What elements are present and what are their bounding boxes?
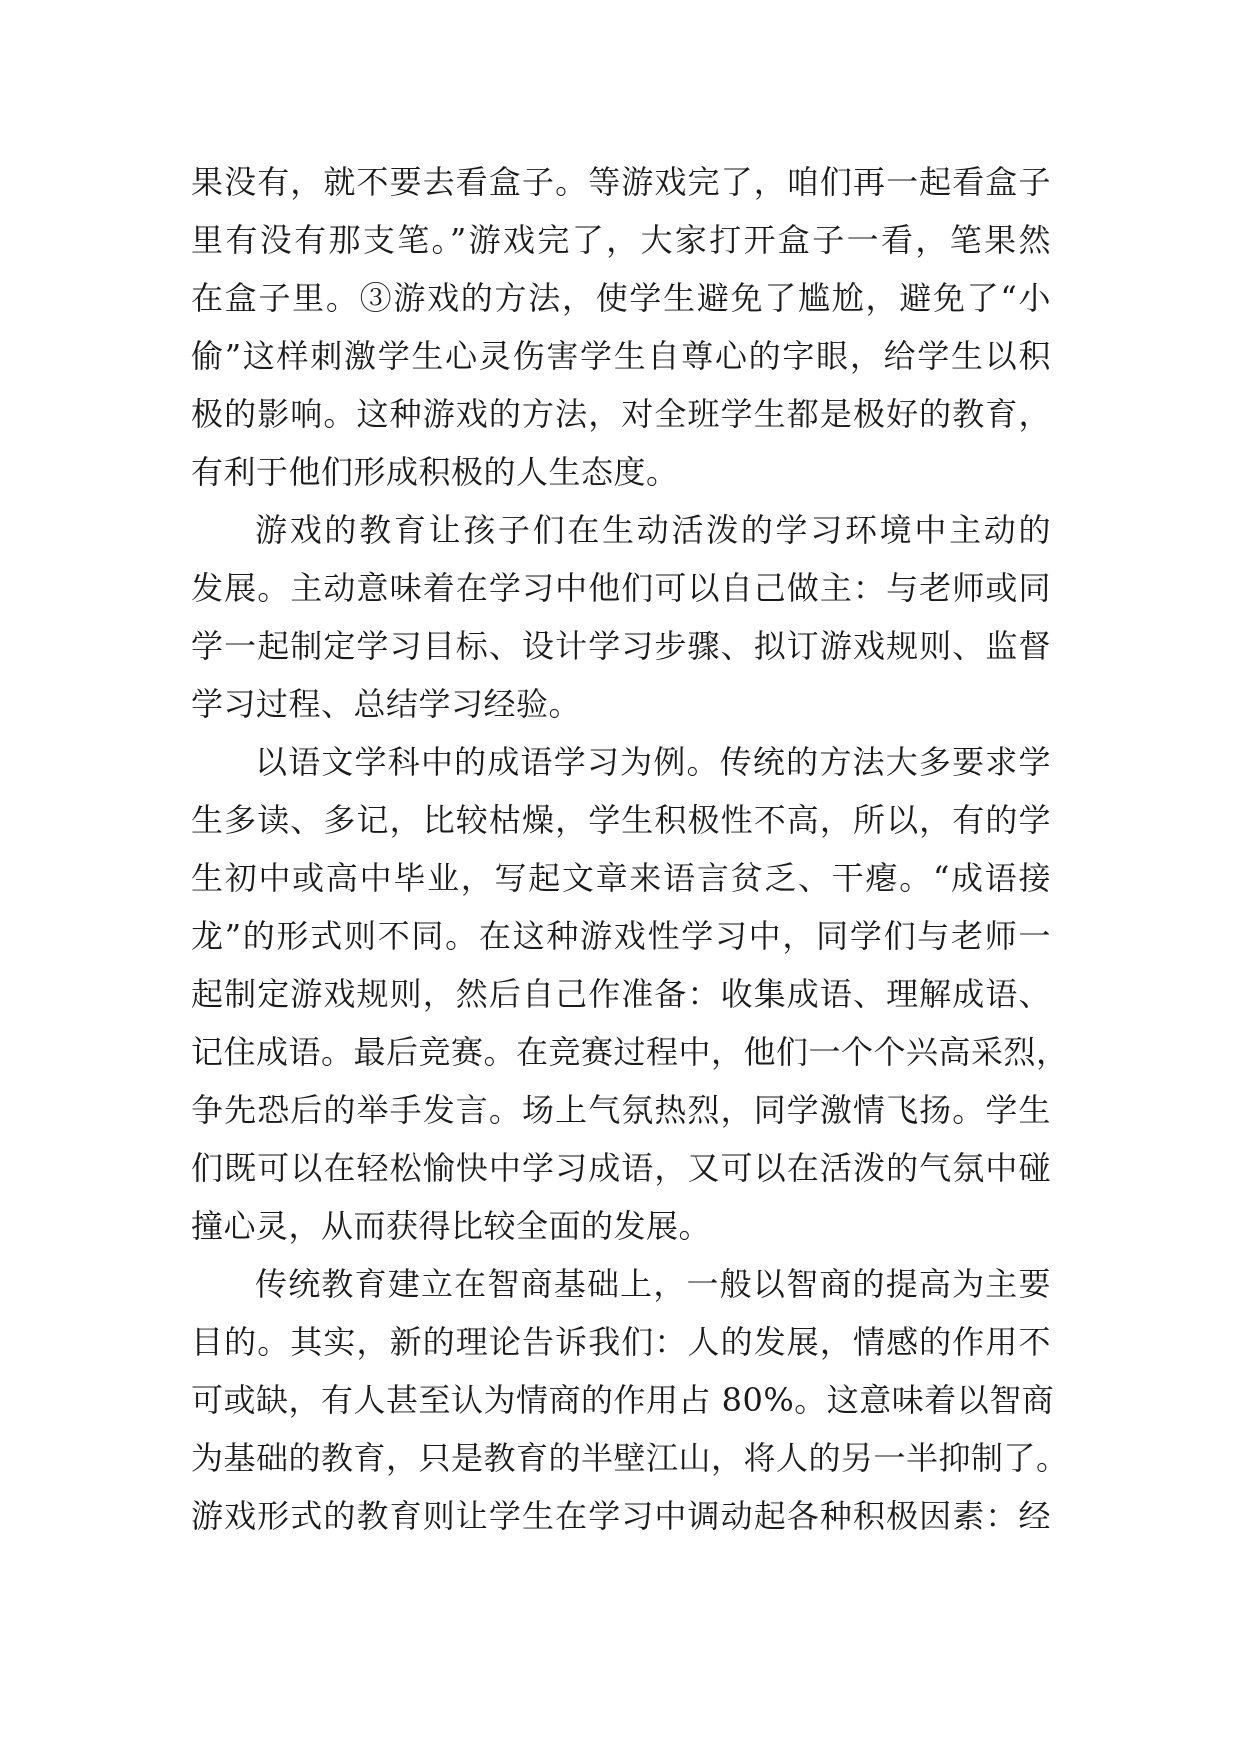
text-line: 游戏形式的教育则让学生在学习中调动起各种积极因素：经 [191,1497,1051,1535]
text-line: 龙”的形式则不同。在这种游戏性学习中，同学们与老师一 [191,917,1051,955]
text-line: 有利于他们形成积极的人生态度。 [191,453,679,491]
text-line: 偷”这样刺激学生心灵伤害学生自尊心的字眼，给学生以积 [191,337,1051,375]
text-line: 以语文学科中的成语学习为例。传统的方法大多要求学 [255,743,1051,781]
paragraph-4 [191,1255,1069,1545]
document-body [191,153,1069,1545]
text-line: 目的。其实，新的理论告诉我们：人的发展，情感的作用不 [191,1323,1051,1361]
text-line: 争先恐后的举手发言。场上气氛热烈，同学激情飞扬。学生 [191,1091,1051,1129]
text-line: 生多读、多记，比较枯燥，学生积极性不高，所以，有的学 [191,801,1051,839]
text-line: 起制定游戏规则，然后自己作准备：收集成语、理解成语、 [191,975,1051,1013]
text-line: 游戏的教育让孩子们在生动活泼的学习环境中主动的 [255,511,1051,549]
paragraph-2 [191,501,1051,733]
text-line: 为基础的教育，只是教育的半壁江山，将人的另一半抑制了。 [191,1439,1069,1477]
paragraph-3 [191,733,1069,1255]
text-line: 在盒子里。③游戏的方法，使学生避免了尴尬，避免了“小 [191,279,1051,317]
text-line: 里有没有那支笔。”游戏完了，大家打开盒子一看，笔果然 [191,221,1051,259]
text-line: 可或缺，有人甚至认为情商的作用占 80%。这意味着以智商 [191,1381,1055,1419]
paragraph-1 [191,153,1051,501]
text-line: 记住成语。最后竞赛。在竞赛过程中，他们一个个兴高采烈， [191,1033,1069,1071]
text-line: 极的影响。这种游戏的方法，对全班学生都是极好的教育， [191,395,1051,433]
text-line: 撞心灵，从而获得比较全面的发展。 [191,1207,712,1245]
text-line: 发展。主动意味着在学习中他们可以自己做主：与老师或同 [191,569,1051,607]
text-line: 学一起制定学习目标、设计学习步骤、拟订游戏规则、监督 [191,627,1051,665]
text-line: 生初中或高中毕业，写起文章来语言贫乏、干瘪。“成语接 [191,859,1051,897]
text-line: 们既可以在轻松愉快中学习成语，又可以在活泼的气氛中碰 [191,1149,1051,1187]
text-line: 学习过程、总结学习经验。 [191,685,582,723]
text-line: 果没有，就不要去看盒子。等游戏完了，咱们再一起看盒子 [191,163,1051,201]
text-line: 传统教育建立在智商基础上，一般以智商的提高为主要 [255,1265,1051,1303]
